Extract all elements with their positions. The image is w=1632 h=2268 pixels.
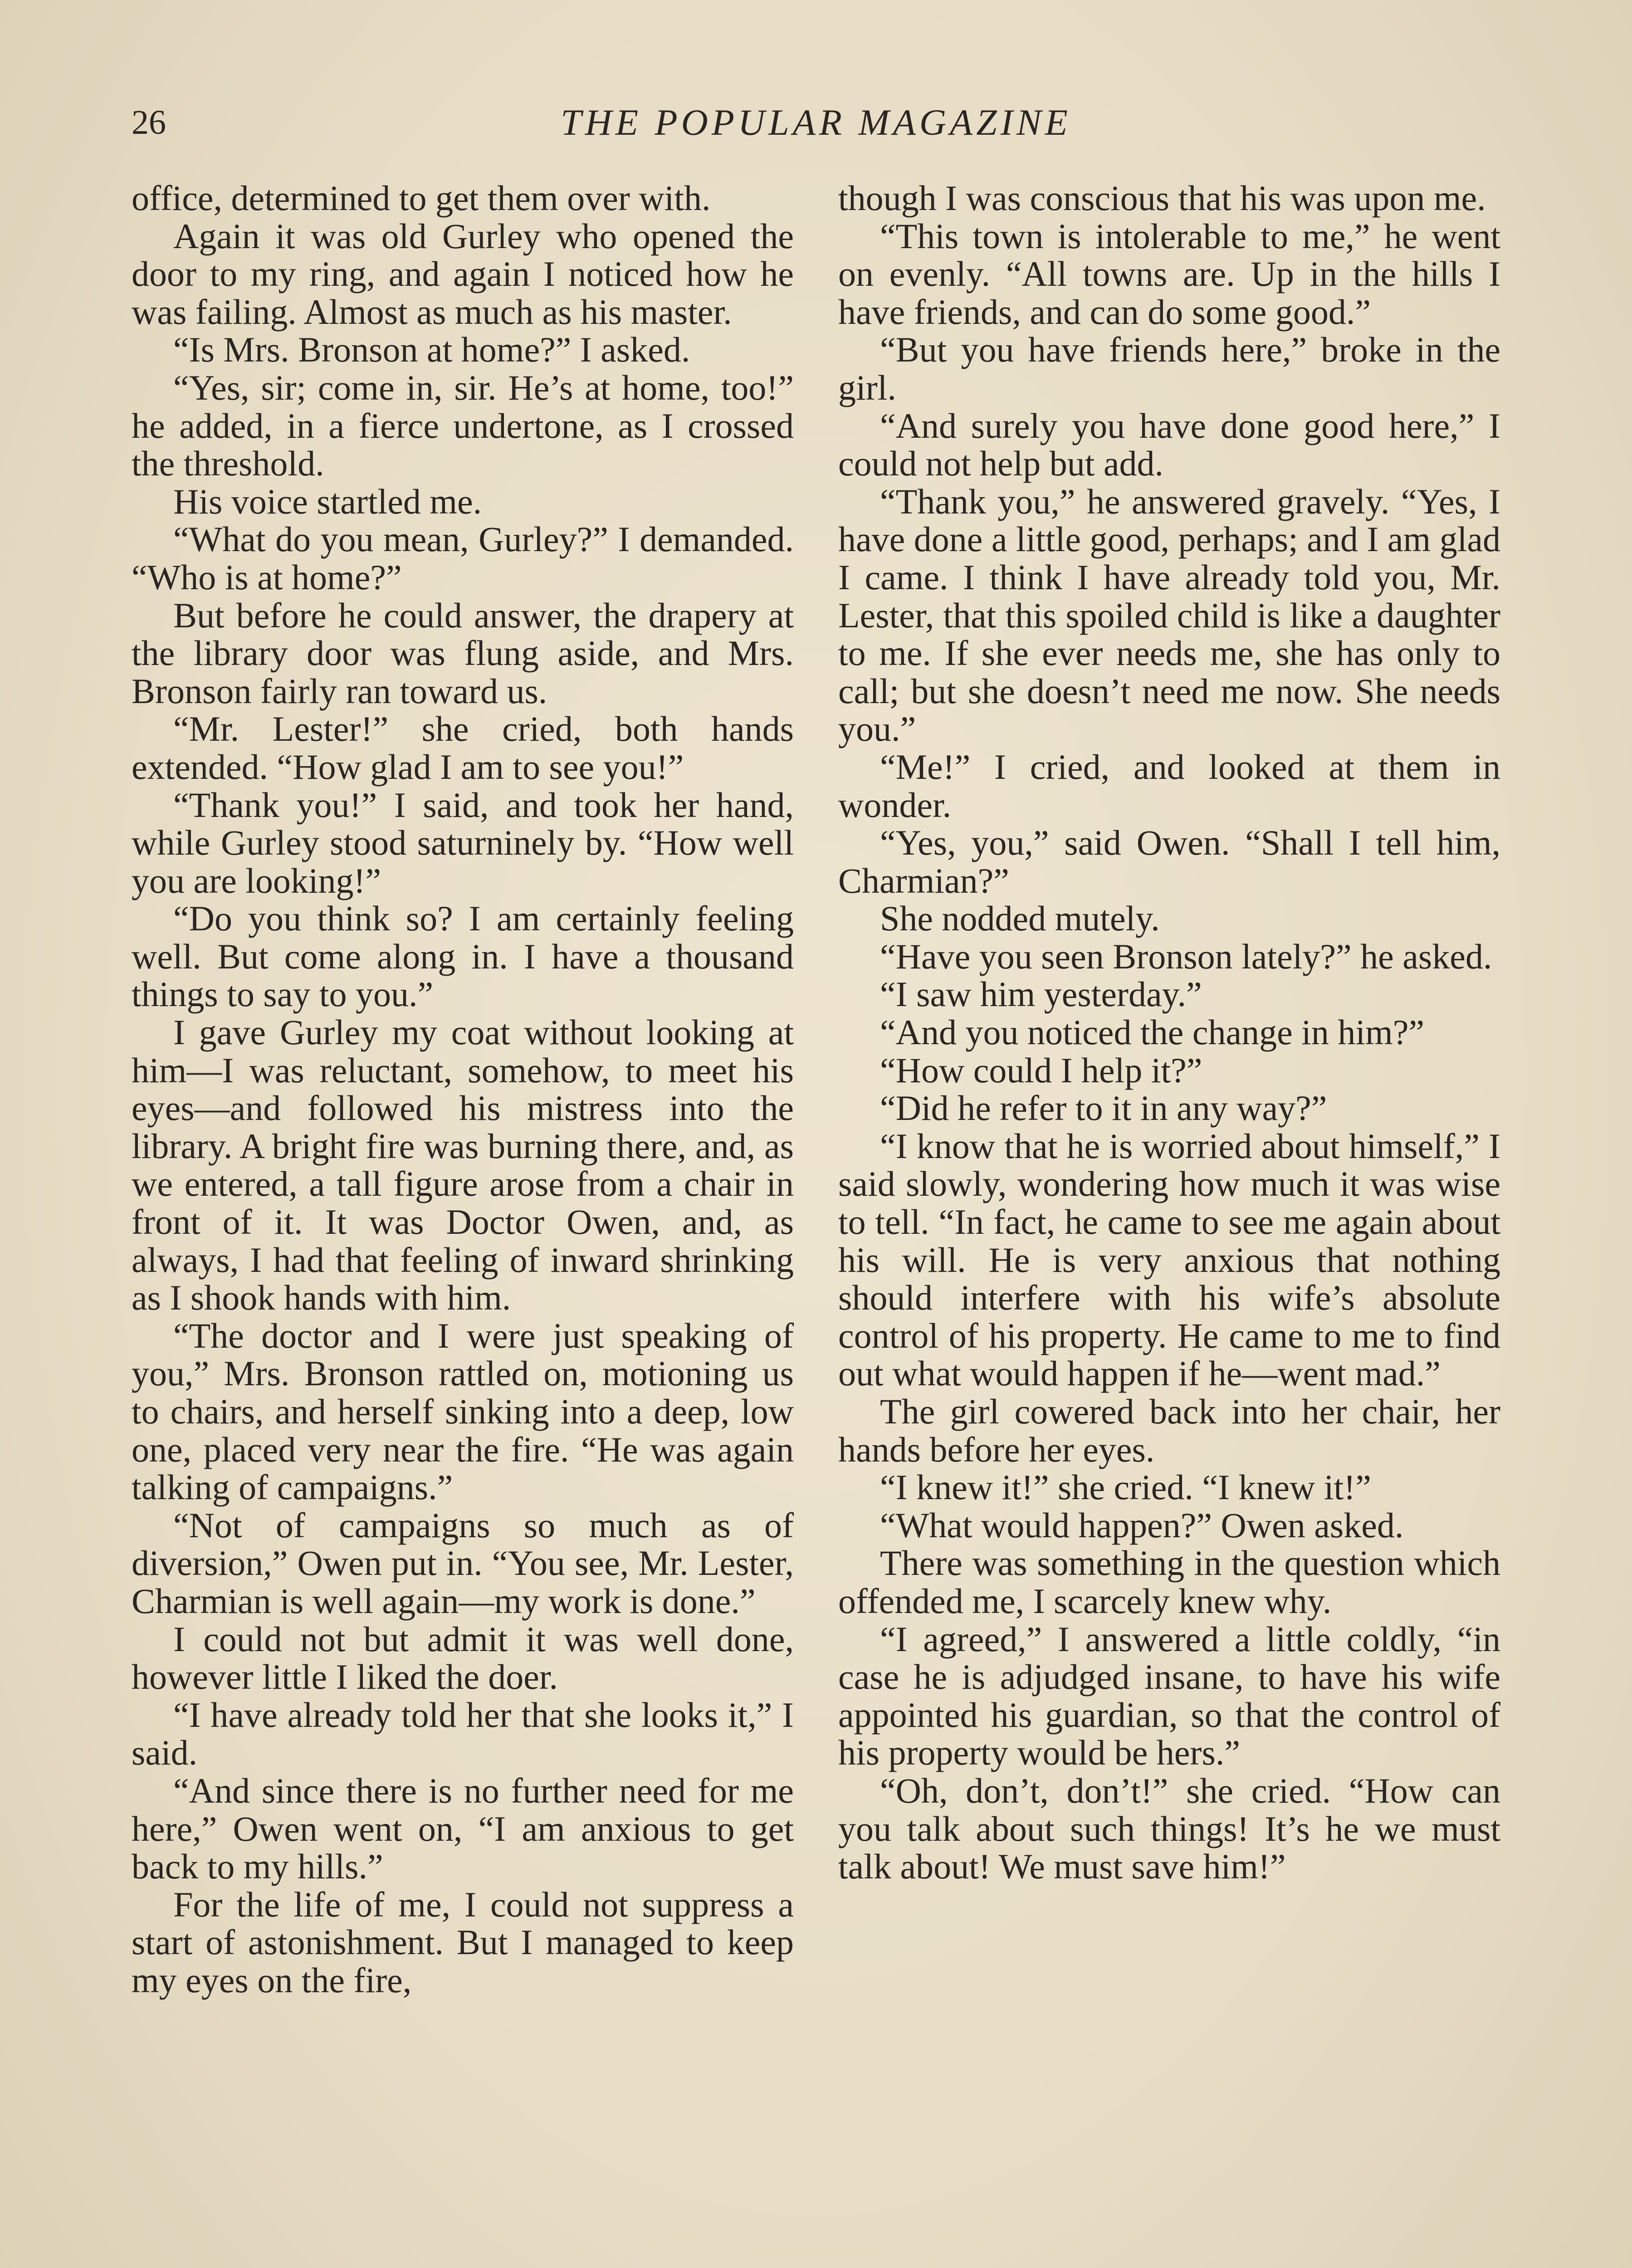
paragraph: “Not of campaigns so much as of diversion,” Owen put in. “You see, Mr. Lester, Charmian is well again—my work is done.” <box>132 1505 794 1621</box>
paragraph: “Do you think so? I am certainly feeling well. But come along in. I have a thousand things to say to you.” <box>132 899 794 1014</box>
paragraph: “This town is intolerable to me,” he went on evenly. “All towns are. Up in the hills I have friends, and can do some good.” <box>838 216 1500 332</box>
paragraph: “Did he refer to it in any way?” <box>880 1088 1327 1128</box>
page-number: 26 <box>132 103 166 142</box>
paragraph: “I have already told her that she looks it,” I said. <box>132 1695 794 1773</box>
paragraph: “Mr. Lester!” she cried, both hands extended. “How glad I am to see you!” <box>132 709 794 787</box>
paragraph: “Thank you,” he answered gravely. “Yes, I have done a little good, perhaps; and I am glad I came. I think I have already told you, Mr. Lester, that this spoiled child is like a daughter to me. If she ever needs me, she has only to call; but she doesn’t need me now. She needs you.” <box>838 481 1500 749</box>
paragraph: I could not but admit it was well done, however little I liked the doer. <box>132 1619 794 1697</box>
paragraph: “Me!” I cried, and looked at them in wonder. <box>838 747 1500 825</box>
paragraph: His voice startled me. <box>173 481 482 521</box>
paragraph: The girl cowered back into her chair, her hands before her eyes. <box>838 1392 1500 1469</box>
paragraph: She nodded mutely. <box>880 899 1160 938</box>
paragraph: “Yes, you,” said Owen. “Shall I tell him, Charmian?” <box>838 823 1500 900</box>
paragraph: Again it was old Gurley who opened the door to my ring, and again I noticed how he was failing. Almost as much as his master. <box>132 216 794 332</box>
paragraph: “Oh, don’t, don’t!” she cried. “How can you talk about such things! It’s he we must talk about! We must save him!” <box>838 1770 1500 1887</box>
paragraph: For the life of me, I could not suppress a start of astonishment. But I managed to keep my eyes on the fire, <box>132 1884 794 2000</box>
paragraph: “But you have friends here,” broke in the girl. <box>838 330 1500 407</box>
paragraph: “And you noticed the change in him?” <box>880 1012 1424 1052</box>
paragraph: “Is Mrs. Bronson at home?” I asked. <box>173 330 690 370</box>
paragraph: “I agreed,” I answered a little coldly, “in case he is adjudged insane, to have his wife appointed his guardian, so that the control of his property would be hers.” <box>838 1619 1500 1773</box>
paragraph: “I knew it!” she cried. “I knew it!” <box>880 1467 1371 1507</box>
paragraph: But before he could answer, the drapery at the library door was flung aside, and Mrs. Bronson fairly ran toward us. <box>132 595 794 711</box>
right-column <box>838 179 1500 1886</box>
paragraph: office, determined to get them over with. <box>132 178 711 218</box>
paragraph: “I know that he is worried about himself,” I said slowly, wondering how much it was wise to tell. “In fact, he came to see me again about his will. He is very anxious that nothing should interfere with his wife’s absolute control of his property. He came to me to find out what would happen if he—went mad.” <box>838 1126 1500 1393</box>
paragraph: “I saw him yesterday.” <box>880 974 1202 1014</box>
paragraph: “What would happen?” Owen asked. <box>880 1505 1404 1545</box>
paragraph: I gave Gurley my coat without looking at him—I was reluctant, somehow, to meet his eyes—and followed his mistress into the library. A bright fire was burning there, and, as we entered, a tall figure arose from a chair in front of it. It was Doctor Owen, and, as always, I had that feeling of inward shrinking as I shook hands with him. <box>132 1012 794 1318</box>
paragraph: “Have you seen Bronson lately?” he asked. <box>880 936 1492 976</box>
paragraph: “The doctor and I were just speaking of you,” Mrs. Bronson rattled on, motioning us to chairs, and herself sinking into a deep, low one, placed very near the fire. “He was again talking of campaigns.” <box>132 1315 794 1507</box>
paragraph: “Yes, sir; come in, sir. He’s at home, too!” he added, in a fierce undertone, as I crossed the threshold. <box>132 367 794 484</box>
paragraph: “And surely you have done good here,” I could not help but add. <box>838 406 1500 484</box>
left-column <box>132 179 794 1999</box>
paragraph: “Thank you!” I said, and took her hand, while Gurley stood saturninely by. “How well you are looking!” <box>132 785 794 900</box>
paragraph: “How could I help it?” <box>880 1050 1202 1090</box>
page-header <box>132 95 1500 150</box>
paragraph: though I was conscious that his was upon me. <box>838 178 1486 218</box>
paragraph: There was something in the question which offended me, I scarcely knew why. <box>838 1543 1500 1621</box>
paragraph: “And since there is no further need for me here,” Owen went on, “I am anxious to get back to my hills.” <box>132 1770 794 1887</box>
paragraph: “What do you mean, Gurley?” I demanded. “Who is at home?” <box>132 519 794 597</box>
running-title: THE POPULAR MAGAZINE <box>561 102 1071 143</box>
